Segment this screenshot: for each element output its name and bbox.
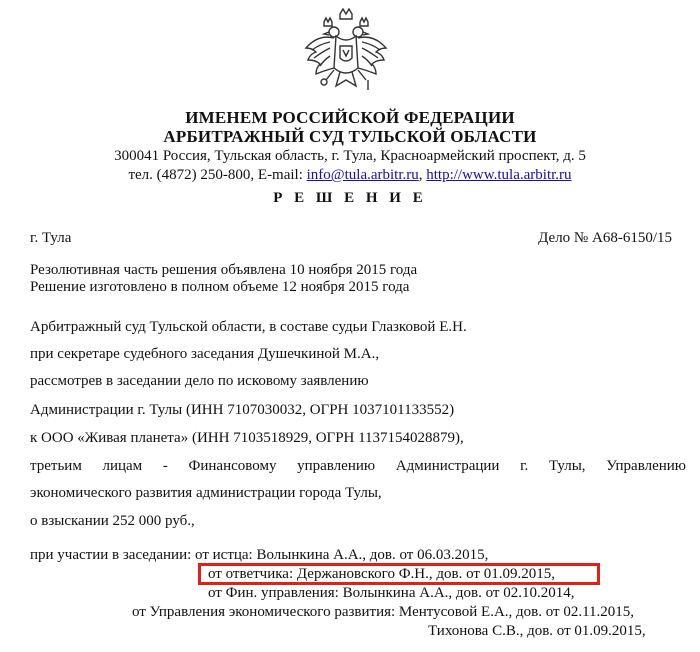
body-line-considered: рассмотрев в заседании дело по исковому заявлению xyxy=(30,373,369,389)
full-decision-date-line: Решение изготовлено в полном объеме 12 ноября 2015 года xyxy=(30,279,410,295)
red-highlight-box xyxy=(198,563,600,585)
body-line-court: Арбитражный суд Тульской области, в составе судьи Глазковой Е.Н. xyxy=(30,319,467,335)
document-title: Р Е Ш Е Н И Е xyxy=(273,190,427,206)
participants-line-econ-dept-2: Тихонова С.В., дов. от 01.09.2015, xyxy=(428,623,646,639)
participants-line-plaintiff: при участии в заседании: от истца: Волынкина А.А., дов. от 06.03.2015, xyxy=(30,547,489,563)
court-contacts xyxy=(0,167,700,184)
body-line-third-parties: третьим лицам - Финансовому управлению Администрации г. Тулы, Управлению xyxy=(30,458,686,474)
court-address: 300041 Россия, Тульская область, г. Тула, Красноармейский проспект, д. 5 xyxy=(114,148,586,164)
header-line-1: ИМЕНЕМ РОССИЙСКОЙ ФЕДЕРАЦИИ xyxy=(185,108,515,127)
header-line-2: АРБИТРАЖНЫЙ СУД ТУЛЬСКОЙ ОБЛАСТИ xyxy=(163,127,537,146)
participants-line-fin-dept: от Фин. управления: Волынкина А.А., дов. от 02.10.2014, xyxy=(208,585,575,601)
email-link[interactable]: info@tula.arbitr.ru xyxy=(306,167,419,183)
case-number: Дело № А68-6150/15 xyxy=(538,230,672,246)
resolution-date-line: Резолютивная часть решения объявлена 10 ноября 2015 года xyxy=(30,262,418,278)
city-label: г. Тула xyxy=(30,230,72,246)
contact-prefix: тел. (4872) 250-800, E-mail: xyxy=(128,167,307,183)
body-line-defendant: к ООО «Живая планета» (ИНН 7103518929, ОГРН 1137154028879), xyxy=(30,430,464,446)
body-line-third-parties-cont: экономического развития администрации города Тулы, xyxy=(30,485,382,501)
coat-of-arms-icon xyxy=(300,8,392,100)
participants-line-econ-dept: от Управления экономического развития: Ментусовой Е.А., дов. от 02.11.2015, xyxy=(132,604,635,620)
body-line-claim: о взыскании 252 000 руб., xyxy=(30,513,195,529)
body-line-plaintiff: Администрации г. Тулы (ИНН 7107030032, ОГРН 1037101133552) xyxy=(30,402,455,418)
contact-separator: , xyxy=(418,167,427,183)
body-line-secretary: при секретаре судебного заседания Душечкиной М.А., xyxy=(30,346,380,362)
participants-line-defendant: от ответчика: Держановского Ф.Н., дов. от 01.09.2015, xyxy=(208,566,555,582)
website-link[interactable]: http://www.tula.arbitr.ru xyxy=(426,167,572,183)
